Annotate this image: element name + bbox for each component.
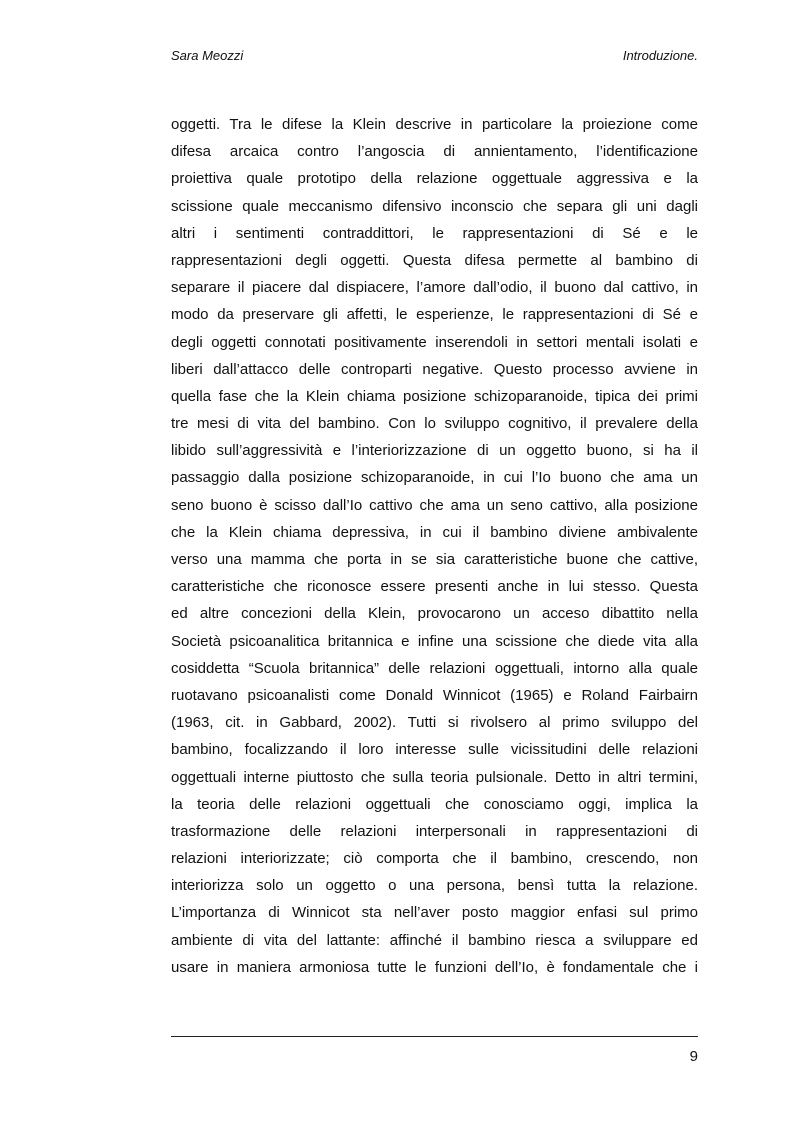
text-line: cosiddetta “Scuola britannica” delle relazioni oggettuali, intorno alla quale <box>171 659 698 677</box>
footer-divider <box>171 1036 698 1037</box>
text-line: tre mesi di vita del bambino. Con lo sviluppo cognitivo, il prevalere della <box>171 415 698 433</box>
text-line: separare il piacere dal dispiacere, l’amore dall’odio, il buono dal cattivo, in <box>171 279 698 297</box>
text-line: proiettiva quale prototipo della relazione oggettuale aggressiva e la <box>171 170 698 188</box>
text-line: relazioni interiorizzate; ciò comporta che il bambino, crescendo, non <box>171 850 698 868</box>
text-line: difesa arcaica contro l’angoscia di annientamento, l’identificazione <box>171 143 698 161</box>
text-line: usare in maniera armoniosa tutte le funzioni dell’Io, è fondamentale che i <box>171 958 698 976</box>
text-line: L’importanza di Winnicot sta nell’aver posto maggior enfasi sul primo <box>171 904 698 922</box>
text-line: rappresentazioni degli oggetti. Questa difesa permette al bambino di <box>171 251 698 269</box>
text-line: la teoria delle relazioni oggettuali che conosciamo oggi, implica la <box>171 795 698 813</box>
text-line: seno buono è scisso dall’Io cattivo che ama un seno cattivo, alla posizione <box>171 496 698 514</box>
text-line: Società psicoanalitica britannica e infine una scissione che diede vita alla <box>171 632 698 650</box>
text-line: oggetti. Tra le difese la Klein descrive in particolare la proiezione come <box>171 116 698 133</box>
text-line: liberi dall’attacco delle controparti negative. Questo processo avviene in <box>171 360 698 378</box>
text-line: passaggio dalla posizione schizoparanoide, in cui l’Io buono che ama un <box>171 469 698 487</box>
text-line: oggettuali interne piuttosto che sulla teoria pulsionale. Detto in altri termini, <box>171 768 698 786</box>
text-line: scissione quale meccanismo difensivo inconscio che separa gli uni dagli <box>171 197 698 215</box>
text-line: trasformazione delle relazioni interpersonali in rappresentazioni di <box>171 822 698 840</box>
text-line: verso una mamma che porta in se sia caratteristiche buone che cattive, <box>171 551 698 568</box>
body-text <box>171 114 698 984</box>
text-line: quella fase che la Klein chiama posizione schizoparanoide, tipica dei primi <box>171 387 698 405</box>
text-line: libido sull’aggressività e l’interiorizzazione di un oggetto buono, si ha il <box>171 442 698 460</box>
text-line: caratteristiche che riconosce essere presenti anche in lui stesso. Questa <box>171 578 698 596</box>
text-line: bambino, focalizzando il loro interesse sulle vicissitudini delle relazioni <box>171 741 698 759</box>
text-line: ed altre concezioni della Klein, provocarono un acceso dibattito nella <box>171 605 698 623</box>
running-header <box>171 48 698 68</box>
header-section-title: Introduzione. <box>622 48 698 63</box>
text-line: interiorizza solo un oggetto o una persona, bensì tutta la relazione. <box>171 877 698 895</box>
text-line: ruotavano psicoanalisti come Donald Winnicot (1965) e Roland Fairbairn <box>171 686 698 704</box>
header-author: Sara Meozzi <box>171 48 244 63</box>
text-line: altri i sentimenti contraddittori, le rappresentazioni di Sé e le <box>171 224 698 242</box>
text-line: ambiente di vita del lattante: affinché il bambino riesca a sviluppare ed <box>171 931 698 949</box>
text-line: (1963, cit. in Gabbard, 2002). Tutti si rivolsero al primo sviluppo del <box>171 714 698 732</box>
text-line: modo da preservare gli affetti, le esperienze, le rappresentazioni di Sé e <box>171 306 698 324</box>
page-number: 9 <box>689 1048 698 1065</box>
text-line: degli oggetti connotati positivamente inserendoli in settori mentali isolati e <box>171 333 698 351</box>
text-line: che la Klein chiama depressiva, in cui il bambino diviene ambivalente <box>171 523 698 541</box>
